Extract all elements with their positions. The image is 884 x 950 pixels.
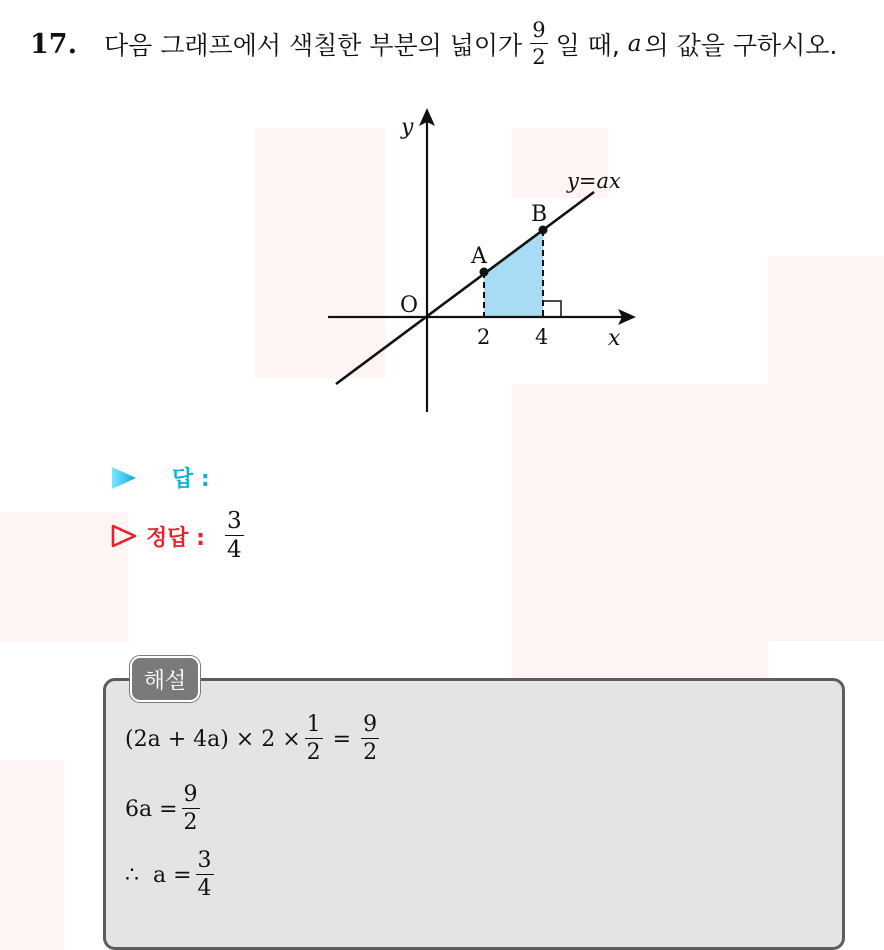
shaded-region xyxy=(484,230,543,317)
fraction-denominator: 2 xyxy=(363,740,378,765)
fraction-numerator: 1 xyxy=(306,712,321,737)
correct-answer-fraction xyxy=(225,510,244,562)
question-variable: a xyxy=(627,31,642,57)
question-number: 17. xyxy=(30,28,77,60)
point-b-label: B xyxy=(531,202,548,227)
explanation-line-2 xyxy=(125,784,204,834)
fraction-numerator: 9 xyxy=(183,782,198,807)
explanation-tab: 해설 xyxy=(130,656,200,702)
question-text-after: 일 때, xyxy=(555,31,620,60)
answer-row xyxy=(110,462,210,493)
correct-denominator: 4 xyxy=(226,537,242,563)
equation-rhs-fraction xyxy=(196,850,214,900)
background-patch xyxy=(0,512,128,642)
fraction-denominator: 4 xyxy=(197,876,212,901)
line-y-equals-ax xyxy=(336,192,594,384)
question-line xyxy=(30,14,870,74)
area-denominator: 2 xyxy=(532,45,546,69)
equation-rhs-fraction xyxy=(182,784,200,834)
equals-sign: = xyxy=(332,726,352,752)
tick-label-2: 2 xyxy=(477,325,491,349)
right-angle-mark xyxy=(543,301,561,317)
line-equation-label: y=ax xyxy=(567,169,621,193)
answer-label: 답 : xyxy=(172,467,210,492)
point-a-label: A xyxy=(471,244,487,269)
y-axis-label: y xyxy=(401,115,414,140)
outline-play-icon xyxy=(110,522,138,550)
correct-numerator: 3 xyxy=(226,508,242,534)
equation-lhs: (2a + 4a) × 2 × xyxy=(125,726,301,752)
question-text: 다음 그래프에서 색칠한 부분의 넓이가 xyxy=(104,31,523,60)
background-patch xyxy=(768,256,884,641)
explanation-line-1 xyxy=(125,714,383,764)
correct-answer-label: 정답 : xyxy=(146,525,205,551)
fraction-denominator: 2 xyxy=(183,810,198,835)
area-fraction xyxy=(530,20,547,68)
fraction-numerator: 3 xyxy=(197,848,212,873)
equation-lhs: ∴ a = xyxy=(125,862,192,888)
origin-label: O xyxy=(400,293,419,318)
coordinate-graph xyxy=(300,100,660,430)
play-icon xyxy=(110,464,138,492)
background-patch xyxy=(0,760,64,950)
equation-rhs-fraction xyxy=(361,714,379,764)
explanation-line-3 xyxy=(125,850,218,900)
fraction-numerator: 9 xyxy=(363,712,378,737)
correct-answer-row xyxy=(110,510,248,562)
x-axis-label: x xyxy=(608,326,621,351)
area-numerator: 9 xyxy=(532,18,546,42)
equation-lhs: 6a = xyxy=(125,796,178,822)
question-text-end: 의 값을 구하시오. xyxy=(644,31,838,60)
fraction-denominator: 2 xyxy=(306,740,321,765)
tick-label-4: 4 xyxy=(535,325,549,349)
equation-fraction xyxy=(305,714,323,764)
